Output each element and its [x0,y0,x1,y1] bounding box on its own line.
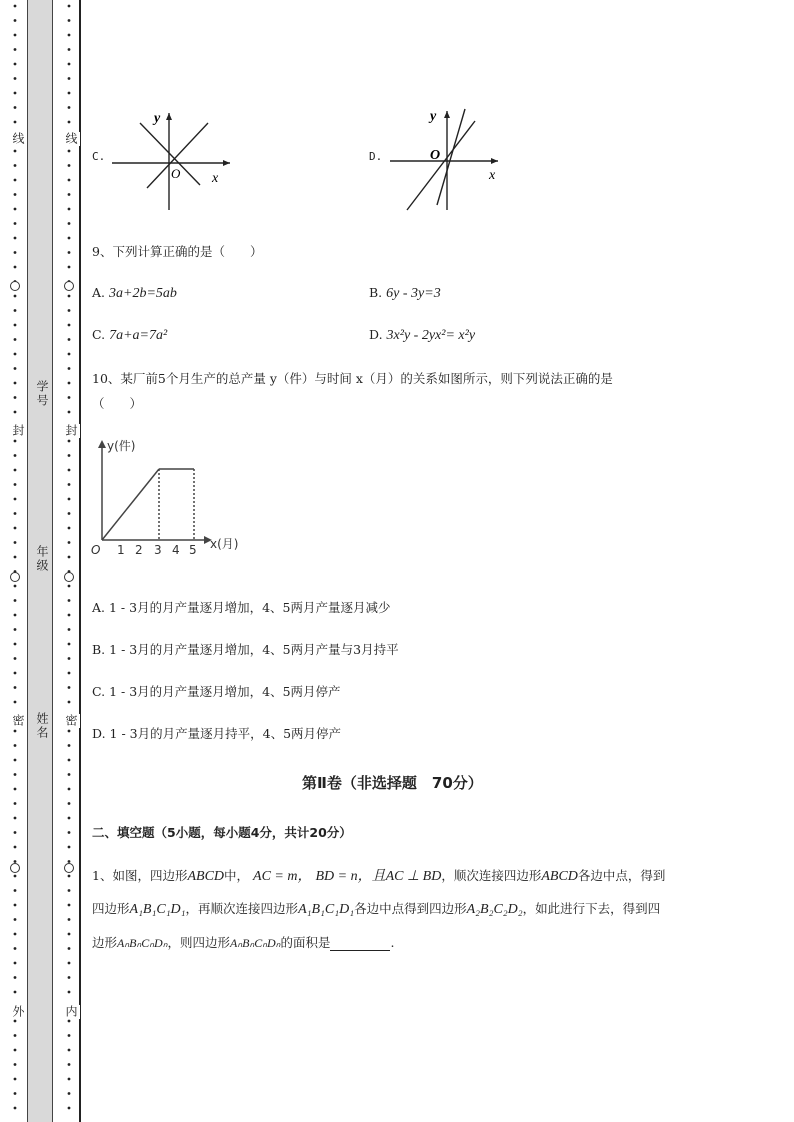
binding-dot [68,396,71,399]
binding-dot [68,831,71,834]
binding-dot [14,19,17,22]
q9-option-d-label: D. [369,327,383,342]
binding-dot [68,730,71,733]
fill1-anbncndn: AₙBₙCₙDₙ [230,936,281,950]
q10-tick-2: 2 [135,543,143,557]
binding-dot [68,1092,71,1095]
binding-dot [68,266,71,269]
inner-dotted-line [66,0,72,1122]
fill1-text: ，再顺次连接四边形 [185,901,299,916]
binding-dot [68,599,71,602]
binding-dot [14,846,17,849]
inner-circle [64,863,74,873]
outer-circle [10,863,20,873]
q10-option-b[interactable] [92,640,399,658]
binding-dot [14,150,17,153]
binding-dot [68,295,71,298]
q9-option-c-text: 7a+a=7a² [109,328,168,343]
fill1-answer-blank[interactable] [330,950,390,951]
binding-dot [14,454,17,457]
binding-dot [14,208,17,211]
fill1-text: 中， [224,868,250,883]
binding-dot [14,701,17,704]
binding-dot [68,643,71,646]
binding-dot [14,1078,17,1081]
q10-tick-1: 1 [117,543,125,557]
fill1-a1b1c1d1: A₁B₁C₁D₁ [298,902,355,917]
binding-dot [14,933,17,936]
q8-c-origin: O [171,166,181,181]
binding-dot [68,846,71,849]
binding-dot [68,34,71,37]
q9-option-a[interactable] [92,285,177,302]
binding-dot [68,541,71,544]
binding-dot [14,686,17,689]
binding-dot [68,933,71,936]
binding-dot [68,309,71,312]
binding-dot [14,744,17,747]
binding-dot [14,469,17,472]
binding-dot [14,672,17,675]
binding-dot [14,382,17,385]
q8-d-axis-y: y [430,109,437,124]
field-name: 姓名 [35,712,49,740]
outer-label-wai: 外 [11,1005,25,1019]
binding-dot [14,179,17,182]
binding-dot [14,251,17,254]
binding-dot [68,121,71,124]
binding-dot [68,367,71,370]
binding-dot [14,295,17,298]
binding-dot [68,962,71,965]
binding-dot [68,222,71,225]
binding-dot [68,498,71,501]
binding-dot [14,759,17,762]
binding-dot [14,585,17,588]
q9-option-c-label: C. [92,327,106,342]
q8-d-axis-x: x [489,168,496,183]
binding-dot [14,498,17,501]
q9-stem: 9、下列计算正确的是（ ） [92,244,263,259]
fill1-line2 [92,899,660,918]
field-grade: 年级 [35,545,49,573]
binding-dot [68,1049,71,1052]
binding-dot [68,628,71,631]
outer-label-xian: 线 [11,132,25,146]
binding-dot [14,991,17,994]
binding-dot [14,643,17,646]
outer-dotted-line [12,0,18,1122]
binding-dot [68,469,71,472]
binding-dot [14,338,17,341]
fill1-text: ，如此进行下去，得到四 [522,901,661,916]
binding-dot [68,382,71,385]
inner-circle [64,572,74,582]
binding-dot [68,208,71,211]
binding-dot [68,976,71,979]
binding-dot [14,63,17,66]
binding-dot [14,106,17,109]
q8-c-axis-y: y [154,111,161,126]
binding-dot [68,251,71,254]
binding-dot [14,77,17,80]
fill1-ac: AC [253,869,271,884]
binding-dot [14,164,17,167]
binding-dot [68,614,71,617]
binding-dot [68,889,71,892]
binding-dot [68,106,71,109]
binding-dot [14,1049,17,1052]
binding-dot [14,817,17,820]
fill1-text: 的面积是 [280,935,331,950]
q10-option-c[interactable] [92,682,341,700]
binding-dot [14,889,17,892]
binding-dot [68,947,71,950]
binding-dot [68,338,71,341]
outer-circle [10,281,20,291]
binding-dot [68,904,71,907]
q10-option-d[interactable] [92,724,341,742]
binding-dot [14,5,17,8]
section-2-heading: 二、填空题（5小题，每小题4分，共计20分） [92,825,352,840]
binding-dot [14,193,17,196]
binding-dot [68,527,71,530]
outer-label-mi: 密 [11,714,25,728]
q9-option-d-text: 3x²y - 2yx²= x²y [386,328,476,343]
q10-graph [88,432,263,560]
fill1-bd: BD [315,869,335,884]
q10-option-b-text: 1 - 3月的月产量逐月增加，4、5两月产量与3月持平 [109,642,399,657]
binding-dot [14,353,17,356]
binding-dot [68,817,71,820]
q10-option-d-text: 1 - 3月的月产量逐月持平，4、5两月停产 [109,726,342,741]
binding-dot [14,773,17,776]
q10-tick-4: 4 [172,543,180,557]
binding-dot [14,121,17,124]
binding-dot [68,411,71,414]
q10-option-c-text: 1 - 3月的月产量逐月增加，4、5两月停产 [109,684,341,699]
binding-dot [68,179,71,182]
q10-option-b-label: B. [92,642,106,657]
fill1-text: 边形 [92,935,118,950]
binding-dot [68,77,71,80]
fill1-text: 各边中点，得到 [577,868,666,883]
binding-dot [68,585,71,588]
binding-dot [14,237,17,240]
q10-graph-x-label: x(月) [210,537,239,551]
q8-option-c-label: C. [92,150,106,163]
binding-dot [14,875,17,878]
binding-dot [68,150,71,153]
binding-dot [68,454,71,457]
q10-stem-line2: （ ） [92,396,143,411]
binding-dot [14,266,17,269]
binding-dot [14,512,17,515]
binding-dot [14,947,17,950]
fill1-abcd: ABCD [187,869,225,884]
binding-dot [68,1034,71,1037]
binding-dot [68,802,71,805]
binding-dot [68,657,71,660]
binding-dot [68,759,71,762]
binding-dot [68,63,71,66]
inner-circle [64,281,74,291]
binding-dot [68,19,71,22]
binding-dot [68,1063,71,1066]
binding-dot [68,773,71,776]
binding-dot [68,918,71,921]
q9-option-d[interactable] [369,327,475,344]
fill1-abcd: ABCD [541,869,578,884]
binding-dot [14,34,17,37]
fill1-eq-n: = n，且 [334,869,386,884]
binding-dot [68,48,71,51]
binding-dot [68,1107,71,1110]
binding-dot [68,875,71,878]
binding-dot [14,730,17,733]
binding-dot [14,309,17,312]
q9-option-a-label: A. [92,285,106,300]
inner-label-feng: 封 [64,424,78,438]
binding-dot [14,324,17,327]
fill1-text: 四边形 [92,901,130,916]
binding-dot [68,483,71,486]
binding-dot [14,556,17,559]
inner-label-xian: 线 [64,132,78,146]
binding-dot [68,324,71,327]
q9-option-b[interactable] [369,285,441,302]
binding-dot [14,367,17,370]
binding-dot [14,628,17,631]
q10-tick-3: 3 [154,543,162,557]
inner-label-mi: 密 [64,714,78,728]
binding-dot [14,440,17,443]
binding-dot [68,1078,71,1081]
fill1-text: ，则四边形 [167,935,230,950]
binding-dot [14,788,17,791]
q8-c-axis-x: x [212,171,219,186]
q9-option-b-label: B. [369,285,383,300]
binding-dot [68,353,71,356]
q10-option-a-label: A. [92,600,106,615]
binding-dot [68,672,71,675]
fill1-anbncndn: AₙBₙCₙDₙ [117,936,168,950]
binding-dot [68,744,71,747]
binding-dot [68,701,71,704]
binding-dot [68,440,71,443]
q9-option-c[interactable] [92,327,167,344]
binding-dot [14,541,17,544]
binding-dot [14,1020,17,1023]
q10-graph-origin: O [91,543,101,557]
q8-option-d-label: D. [369,150,383,163]
fill1-eq-m: = m， [270,869,312,884]
binding-dot [68,512,71,515]
section-2-title: 第Ⅱ卷（非选择题 70分） [302,774,483,792]
inner-label-nei: 内 [64,1005,78,1019]
binding-dot [68,991,71,994]
q8-option-c-graph [112,105,237,215]
binding-dot [14,904,17,907]
field-student-id: 学号 [35,380,49,408]
binding-dot [14,483,17,486]
binding-dot [14,48,17,51]
binding-dot [68,686,71,689]
binding-dot [14,1063,17,1066]
binding-dot [68,788,71,791]
binding-dot [68,556,71,559]
q10-stem-line1: 10、某厂前5个月生产的总产量 y（件）与时间 x（月）的关系如图所示，则下列说法正确的是 [92,371,613,386]
q10-option-a[interactable] [92,598,390,616]
binding-dot [68,237,71,240]
fill1-line1 [92,865,665,885]
q8-option-d-graph [390,105,505,215]
binding-dot [14,599,17,602]
fill1-a2b2c2d2: A₂B₂C₂D₂ [466,902,523,917]
binding-dot [14,1092,17,1095]
q10-option-c-label: C. [92,684,106,699]
fill1-text: ，顺次连接四边形 [441,868,542,883]
binding-dot [14,1034,17,1037]
q8-d-origin: O [430,148,441,163]
q10-option-a-text: 1 - 3月的月产量逐月增加，4、5两月产量逐月减少 [109,600,391,615]
binding-dot [14,802,17,805]
fill1-line3 [92,933,394,951]
binding-dot [14,962,17,965]
binding-dot [14,527,17,530]
binding-dot [14,222,17,225]
fill1-perp: AC ⊥ BD [385,869,442,884]
fill1-text: . [390,935,395,950]
fill1-text: 1、如图，四边形 [92,868,188,883]
binding-dot [14,657,17,660]
binding-dot [68,164,71,167]
binding-dot [14,918,17,921]
binding-dot [14,92,17,95]
q9-option-a-text: 3a+2b=5ab [109,286,177,301]
binding-dot [14,976,17,979]
binding-dot [68,5,71,8]
binding-dot [14,1107,17,1110]
margin-rule [79,0,81,1122]
binding-dot [68,1020,71,1023]
q10-option-d-label: D. [92,726,106,741]
binding-dot [14,614,17,617]
binding-dot [14,396,17,399]
outer-circle [10,572,20,582]
binding-dot [68,92,71,95]
fill1-text: 各边中点得到四边形 [354,901,467,916]
binding-dot [14,411,17,414]
q10-tick-5: 5 [189,543,197,557]
binding-dot [14,831,17,834]
outer-label-feng: 封 [11,424,25,438]
binding-dot [68,193,71,196]
q10-graph-y-label: y(件) [107,439,136,453]
fill1-a1b1c1d1: A₁B₁C₁D₁ [129,902,186,917]
q9-option-b-text: 6y - 3y=3 [386,286,441,301]
